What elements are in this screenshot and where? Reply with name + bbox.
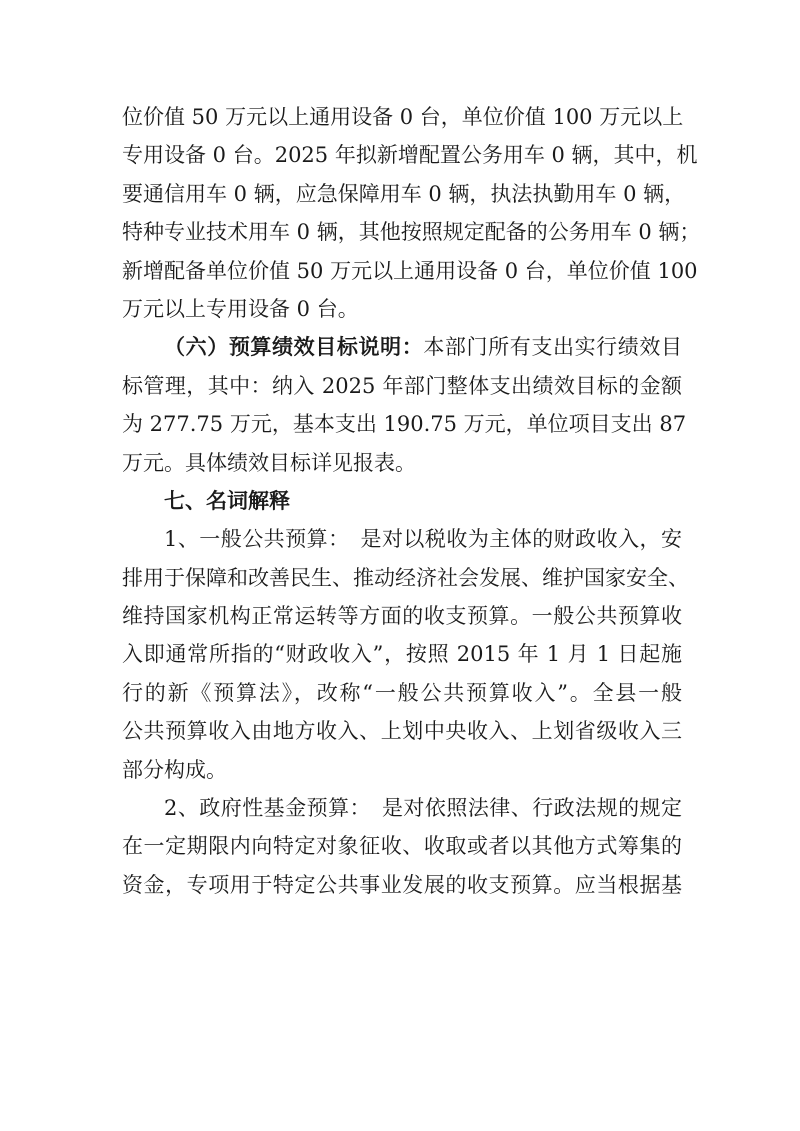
section-heading: 七、名词解释 [164,487,290,513]
performance-heading: （六）预算绩效目标说明： [164,334,424,360]
term-government-fund-budget [122,789,682,904]
text-line: 万元以上专用设备 0 台。 [122,296,359,321]
text-line: 在一定期限内向特定对象征收、收取或者以其他方式筹集的 [122,834,682,859]
text-line: 资金，专项用于特定公共事业发展的收支预算。应当根据基 [122,872,682,897]
text-line: 专用设备 0 台。2025 年拟新增配置公务用车 0 辆，其中，机 [122,143,698,168]
text-line: 位价值 50 万元以上通用设备 0 台，单位价值 100 万元以上 [122,105,684,129]
text-line: 新增配备单位价值 50 万元以上通用设备 0 台，单位价值 100 [122,258,698,283]
paragraph-vehicles-equipment [122,98,701,328]
text-line: 入即通常所指的“财政收入”，按照 2015 年 1 月 1 日起施 [122,642,682,667]
text-line: 部分构成。 [122,757,227,782]
text-line: 行的新《预算法》，改称“一般公共预算收入”。全县一般 [122,680,682,705]
term-general-public-budget [122,520,689,789]
performance-first-line-text: 本部门所有支出实行绩效目 [423,335,683,360]
text-line: 特种专业技术用车 0 辆，其他按照规定配备的公务用车 0 辆； [122,220,701,245]
text-line: 标管理，其中：纳入 2025 年部门整体支出绩效目标的金额 [122,373,682,398]
text-line: 要通信用车 0 辆，应急保障用车 0 辆，执法执勤用车 0 辆， [122,181,686,206]
text-line: 万元。具体绩效目标详见报表。 [122,450,416,475]
document-page [122,98,701,904]
text-line: 维持国家机构正常运转等方面的收支预算。一般公共预算收 [122,604,682,629]
text-line: 公共预算收入由地方收入、上划中央收入、上划省级收入三 [122,719,682,744]
text-line: 1、一般公共预算： 是对以税收为主体的财政收入，安 [164,527,682,552]
text-line: 为 277.75 万元，基本支出 190.75 万元，单位项目支出 87 [122,412,687,437]
text-line [122,328,682,366]
text-line: 排用于保障和改善民生、推动经济社会发展、维护国家安全、 [122,565,689,590]
text-line: 2、政府性基金预算： 是对依照法律、行政法规的规定 [164,796,682,821]
paragraph-performance-targets [122,328,687,482]
